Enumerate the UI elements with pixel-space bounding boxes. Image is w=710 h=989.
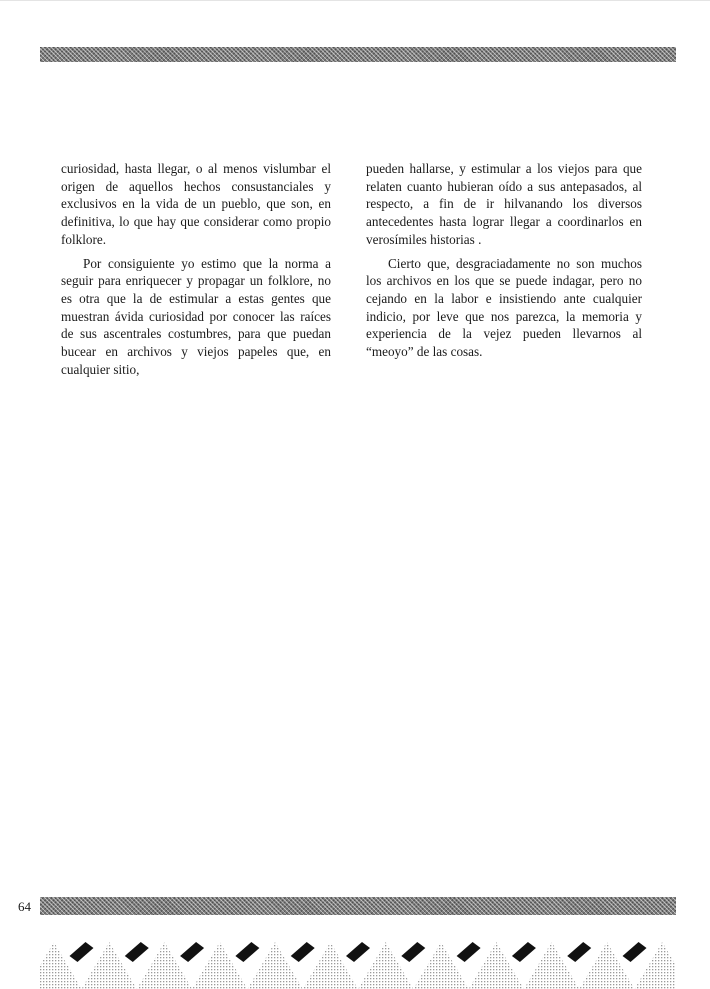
ornament-diamond (401, 942, 425, 962)
ornament-diamond (512, 942, 536, 962)
paragraph: Cierto que, desgraciadamente no son muchos los archivos en los que se puede indagar, pero no cejando en la labor e insistiendo ante cualquier indicio, por leve que nos parezca, la memoria y experiencia de la vejez pueden llevarnos al “meoyo” de las cosas. (366, 255, 642, 360)
ornament-diamond (567, 942, 591, 962)
ornament-diamond (623, 942, 647, 962)
footer-diamond-ornament (40, 930, 676, 989)
ornament-diamond (457, 942, 481, 962)
page-number: 64 (18, 899, 31, 914)
left-text-column (61, 160, 331, 384)
ornament-diamond (346, 942, 370, 962)
paragraph: curiosidad, hasta llegar, o al menos vislumbar el origen de aquellos hechos consustanciales y exclusivos en la vida de un pueblo, que son, en definitiva, lo que hay que considerar como propio folklore. (61, 161, 331, 247)
scan-edge (0, 0, 710, 1)
footer-decorative-band (40, 897, 676, 915)
ornament-diamond (235, 942, 259, 962)
header-decorative-band (40, 47, 676, 62)
ornament-diamond (69, 942, 93, 962)
ornament-diamond (291, 942, 315, 962)
ornament-diamond (125, 942, 149, 962)
paragraph: Por consiguiente yo estimo que la norma a seguir para enriquecer y propagar un folklore, no es otra que la de estimular a estas gentes que muestran ávida curiosidad por conocer las raíces de sus ascentrales costumbres, para que puedan bucear en archivos y viejos papeles que, en cualquier sitio, (61, 255, 331, 377)
ornament-diamond (180, 942, 204, 962)
paragraph: pueden hallarse, y estimular a los viejos para que relaten cuanto hubieran oído a sus antepasados, al respecto, a fin de ir hilvanando los diversos antecedentes hasta lograr llegar a coordinarlos en verosímiles historias . (366, 161, 642, 247)
right-text-column (366, 160, 642, 367)
ornament-triangle (40, 942, 81, 989)
